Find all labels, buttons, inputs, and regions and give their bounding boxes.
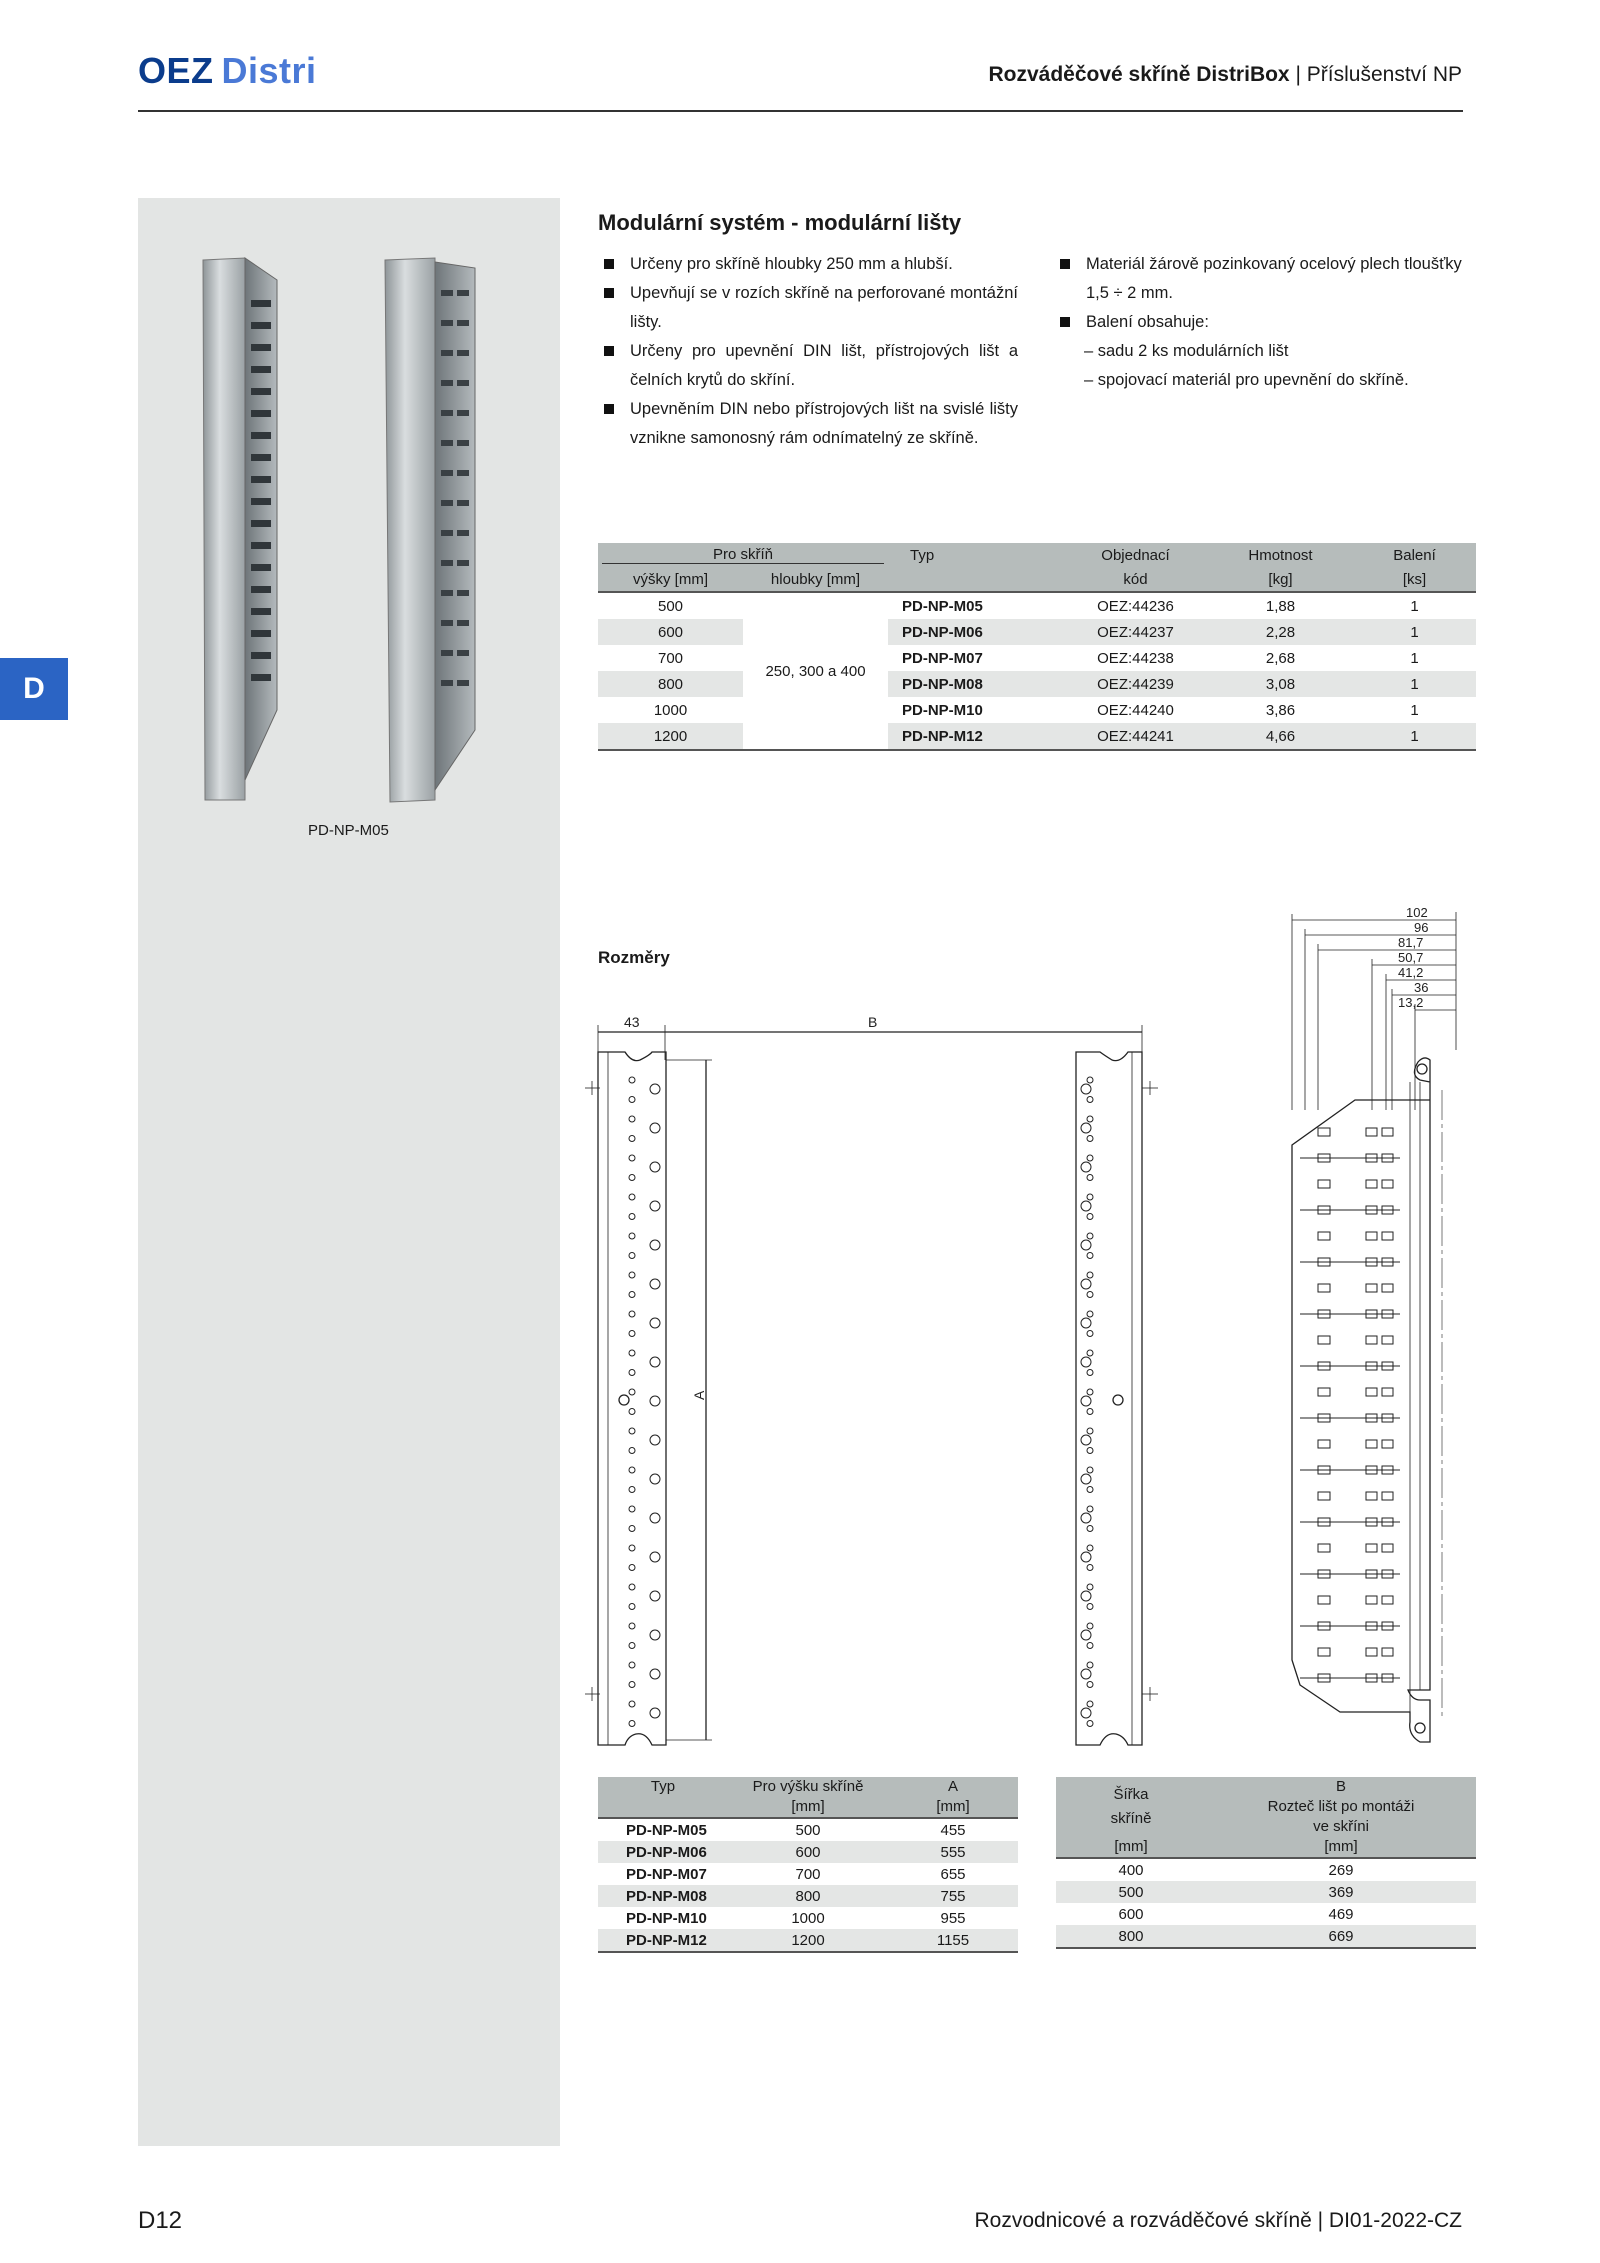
slot <box>1366 1284 1377 1292</box>
hole <box>629 1097 635 1103</box>
table-row: PD-NP-M07 700 655 <box>626 1865 966 1883</box>
hole <box>1087 1623 1093 1629</box>
header-title-rest: Příslušenství NP <box>1306 63 1462 86</box>
slot <box>1318 1180 1330 1188</box>
hole <box>1081 1201 1091 1211</box>
hole <box>1087 1584 1093 1590</box>
pitch-b-table: Šířka skříně B Rozteč lišt po montáži ve skříni [mm] [mm] 400 269 500 369 600 469 800 669 <box>1056 1777 1476 1949</box>
dim-label: 102 <box>1406 905 1428 920</box>
hole <box>1087 1077 1093 1083</box>
hole <box>1081 1630 1091 1640</box>
hole <box>1087 1487 1093 1493</box>
logo-distri: Distri <box>221 50 317 91</box>
hole <box>650 1630 660 1640</box>
col-typ: Typ <box>598 1777 728 1797</box>
slot <box>1366 1492 1377 1500</box>
slot <box>1318 1492 1330 1500</box>
hole <box>650 1123 660 1133</box>
slot <box>1382 1284 1393 1292</box>
hole <box>629 1409 635 1415</box>
hole <box>1087 1116 1093 1122</box>
hole <box>1087 1721 1093 1727</box>
col-kg: [kg] <box>1208 567 1353 592</box>
photo-caption: PD-NP-M05 <box>308 822 389 839</box>
slot <box>1318 1544 1330 1552</box>
hole <box>629 1565 635 1571</box>
col-a: A <box>888 1777 1018 1797</box>
hole <box>629 1545 635 1551</box>
col-pro-vysku: Pro výšku skříně <box>728 1777 888 1797</box>
hole <box>1087 1565 1093 1571</box>
hole <box>1081 1591 1091 1601</box>
header-separator: | <box>1295 63 1301 86</box>
hole <box>1081 1318 1091 1328</box>
hole <box>1087 1233 1093 1239</box>
hole <box>650 1357 660 1367</box>
hole <box>1081 1162 1091 1172</box>
depth-cell: 250, 300 a 400 <box>743 592 888 750</box>
hole <box>629 1448 635 1454</box>
hole <box>1087 1155 1093 1161</box>
slot <box>1318 1336 1330 1344</box>
col-objednaci: Objednací <box>1063 543 1208 567</box>
hole <box>1087 1370 1093 1376</box>
hole <box>629 1116 635 1122</box>
hole <box>1087 1292 1093 1298</box>
hole <box>650 1396 660 1406</box>
slot <box>1366 1648 1377 1656</box>
bullet-item: Určeny pro skříně hloubky 250 mm a hlubší. <box>600 250 1018 279</box>
col-hmotnost: Hmotnost <box>1208 543 1353 567</box>
left-rail-drawing <box>585 1052 712 1745</box>
hole <box>1087 1409 1093 1415</box>
hole <box>1087 1506 1093 1512</box>
sub-item: – sadu 2 ks modulárních lišt <box>1084 342 1289 360</box>
table-row: 600 PD-NP-M06 OEZ:44237 2,28 1 <box>598 619 1476 645</box>
dim-label: 41,2 <box>1398 965 1424 980</box>
hole <box>1087 1097 1093 1103</box>
table-row: 700 PD-NP-M07 OEZ:44238 2,68 1 <box>657 649 1419 667</box>
slot <box>1366 1128 1377 1136</box>
hole <box>629 1604 635 1610</box>
hole <box>1087 1662 1093 1668</box>
slot <box>1318 1596 1330 1604</box>
logo-oez: OEZ <box>138 50 214 91</box>
slot <box>1382 1544 1393 1552</box>
hole <box>629 1175 635 1181</box>
hole <box>1081 1435 1091 1445</box>
table-row: 500 369 <box>1056 1881 1476 1903</box>
dim-label: 50,7 <box>1398 950 1424 965</box>
hole <box>629 1214 635 1220</box>
hole <box>629 1662 635 1668</box>
hole <box>1081 1084 1091 1094</box>
slot <box>1382 1336 1393 1344</box>
slot <box>1382 1232 1393 1240</box>
hole <box>1087 1448 1093 1454</box>
hole <box>1087 1389 1093 1395</box>
hole <box>1081 1396 1091 1406</box>
hole <box>629 1233 635 1239</box>
hole <box>629 1506 635 1512</box>
hole <box>629 1682 635 1688</box>
col-pro-skrin: Pro skříň <box>598 543 888 567</box>
slot <box>1318 1232 1330 1240</box>
dim-a-label: A <box>691 1390 707 1400</box>
hole <box>1087 1604 1093 1610</box>
hole <box>629 1526 635 1532</box>
hole <box>629 1428 635 1434</box>
hole <box>629 1487 635 1493</box>
col-kod: kód <box>1063 567 1208 592</box>
table-row: PD-NP-M06 600 555 <box>598 1841 1018 1863</box>
hole <box>650 1084 660 1094</box>
hole <box>1081 1513 1091 1523</box>
slot <box>1366 1232 1377 1240</box>
hole <box>650 1435 660 1445</box>
dimension-a-table: Typ Pro výšku skříně A [mm] [mm] PD-NP-M05 500 455 PD-NP-M06 600 555 PD-NP-M07 700 655 PD-NP-M08 800 755 PD-NP-M10 1000 955 PD-NP-M12 1200 1155 <box>598 1777 1018 1953</box>
section-title: Modulární systém - modulární lišty <box>598 210 962 235</box>
hole <box>1081 1708 1091 1718</box>
hole <box>1087 1350 1093 1356</box>
table-row: 800 669 <box>1056 1925 1476 1948</box>
table-row: PD-NP-M08 800 755 <box>598 1885 1018 1907</box>
table-row: 800 PD-NP-M08 OEZ:44239 3,08 1 <box>598 671 1476 697</box>
dim-label: 96 <box>1414 920 1429 935</box>
hole <box>629 1389 635 1395</box>
table-row: PD-NP-M10 1000 955 <box>626 1909 966 1927</box>
col-ks: [ks] <box>1353 567 1476 592</box>
dimension-lines-top <box>598 1014 1142 1060</box>
slot <box>1382 1596 1393 1604</box>
dimensions-title: Rozměry <box>598 948 670 967</box>
dim-label: 36 <box>1414 980 1429 995</box>
hole <box>650 1513 660 1523</box>
slot <box>1366 1596 1377 1604</box>
side-view-drawing <box>1292 1058 1442 1742</box>
hole <box>650 1318 660 1328</box>
hole <box>629 1643 635 1649</box>
slot <box>1366 1336 1377 1344</box>
slot <box>1382 1388 1393 1396</box>
hole <box>1087 1467 1093 1473</box>
footer-text: Rozvodnicové a rozváděčové skříně | DI01-2022-CZ <box>974 2209 1462 2232</box>
hole <box>650 1552 660 1562</box>
sub-item: – spojovací materiál pro upevnění do skříně. <box>1084 371 1409 389</box>
hole <box>1081 1669 1091 1679</box>
slot <box>1382 1128 1393 1136</box>
hole <box>1087 1175 1093 1181</box>
col-typ: Typ <box>888 543 1063 567</box>
col-vysky: výšky [mm] <box>598 567 743 592</box>
slot <box>1366 1440 1377 1448</box>
table-row: PD-NP-M05 500 455 <box>626 1821 966 1839</box>
slot <box>1382 1648 1393 1656</box>
bullet-item: Určeny pro upevnění DIN lišt, přístrojových lišt a čelních krytů do skříní. <box>600 337 1018 395</box>
hole <box>629 1272 635 1278</box>
table-row: 1200 PD-NP-M12 OEZ:44241 4,66 1 <box>598 723 1476 750</box>
dim-b-label: B <box>868 1014 878 1030</box>
table-row: 1000 PD-NP-M10 OEZ:44240 3,86 1 <box>653 701 1419 719</box>
slot <box>1366 1544 1377 1552</box>
hole <box>650 1591 660 1601</box>
hole <box>1087 1428 1093 1434</box>
hole <box>1087 1701 1093 1707</box>
side-dimensions <box>1292 905 1456 1110</box>
hole <box>1087 1643 1093 1649</box>
hole <box>629 1194 635 1200</box>
hole <box>629 1292 635 1298</box>
hole <box>1087 1526 1093 1532</box>
hole <box>650 1708 660 1718</box>
header-title-bold: Rozváděčové skříně DistriBox <box>988 63 1290 86</box>
slot <box>1318 1648 1330 1656</box>
hole <box>629 1467 635 1473</box>
hole <box>1087 1136 1093 1142</box>
hole <box>1087 1253 1093 1259</box>
hole <box>629 1721 635 1727</box>
hole <box>1087 1545 1093 1551</box>
dim-label: 13,2 <box>1398 995 1424 1010</box>
hole <box>650 1474 660 1484</box>
slot <box>1318 1388 1330 1396</box>
hole <box>1081 1474 1091 1484</box>
slot <box>1382 1180 1393 1188</box>
hole <box>650 1279 660 1289</box>
hole <box>650 1162 660 1172</box>
hole <box>1081 1552 1091 1562</box>
dim-label: 81,7 <box>1398 935 1424 950</box>
hole <box>1081 1123 1091 1133</box>
hole <box>629 1701 635 1707</box>
slot <box>1382 1440 1393 1448</box>
hole <box>650 1240 660 1250</box>
bullet-item: Balení obsahuje: <box>1056 308 1476 337</box>
hole <box>629 1136 635 1142</box>
hole <box>1087 1214 1093 1220</box>
bullet-item: Upevněním DIN nebo přístrojových lišt na svislé lišty vznikne samonosný rám odnímatelný ze skříně. <box>600 395 1018 453</box>
hole <box>629 1077 635 1083</box>
hole <box>1081 1240 1091 1250</box>
slot <box>1382 1492 1393 1500</box>
hole <box>1087 1272 1093 1278</box>
dim-43-label: 43 <box>624 1014 640 1030</box>
slot <box>1318 1284 1330 1292</box>
hole <box>629 1155 635 1161</box>
hole <box>1087 1311 1093 1317</box>
right-rail-holes <box>1081 1077 1093 1727</box>
hole <box>1087 1682 1093 1688</box>
hole <box>1087 1331 1093 1337</box>
slot <box>1318 1440 1330 1448</box>
table-row: PD-NP-M12 1200 1155 <box>598 1929 1018 1952</box>
bullet-item: Upevňují se v rozích skříně na perforované montážní lišty. <box>600 279 1018 337</box>
hole <box>629 1311 635 1317</box>
hole <box>629 1331 635 1337</box>
slot <box>1318 1128 1330 1136</box>
hole <box>1081 1357 1091 1367</box>
hole <box>629 1584 635 1590</box>
hole <box>629 1253 635 1259</box>
bullet-item: Materiál žárově pozinkovaný ocelový plech tloušťky 1,5 ÷ 2 mm. <box>1056 250 1476 308</box>
hole <box>1081 1279 1091 1289</box>
hole <box>629 1350 635 1356</box>
page-number: D12 <box>138 2207 183 2234</box>
hole <box>650 1669 660 1679</box>
col-sirka: Šířka skříně <box>1056 1777 1206 1837</box>
table-row: 500 250, 300 a 400 PD-NP-M05 OEZ:44236 1,88 1 <box>598 592 1476 619</box>
hole <box>650 1201 660 1211</box>
slot <box>1366 1180 1377 1188</box>
side-view-slots <box>1300 1128 1400 1682</box>
col-b: B Rozteč lišt po montáži ve skříni <box>1206 1777 1476 1837</box>
table-row: 600 469 <box>1118 1905 1354 1923</box>
slot <box>1366 1388 1377 1396</box>
hole <box>629 1623 635 1629</box>
hole <box>629 1370 635 1376</box>
left-rail-holes <box>629 1077 660 1727</box>
col-hloubky: hloubky [mm] <box>743 567 888 592</box>
section-tab-d: D <box>0 658 68 720</box>
hole <box>1087 1194 1093 1200</box>
table-row: 400 269 <box>1118 1861 1354 1879</box>
col-baleni: Balení <box>1353 543 1476 567</box>
